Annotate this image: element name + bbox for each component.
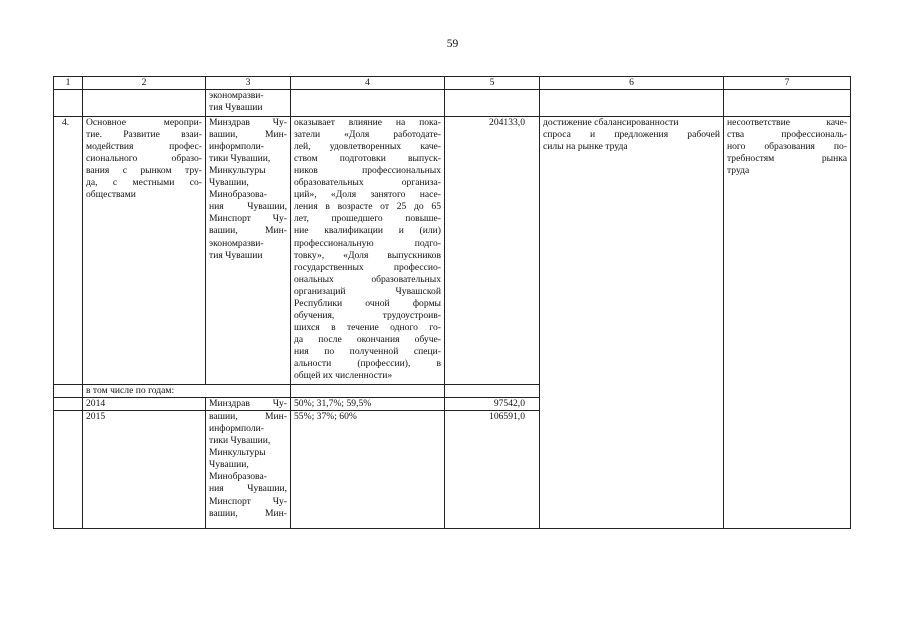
col-number-7: 7	[724, 77, 851, 90]
executors-2014: Минздрав Чу-	[206, 398, 291, 411]
col-number-3: 3	[206, 77, 291, 90]
col-number-4: 4	[291, 77, 445, 90]
table-row-measure-4	[54, 117, 851, 385]
expected-result: достижение сбалансированности спроса и предложения рабочей силы на рынке труда	[540, 117, 724, 529]
funding-2015: 106591,0	[445, 411, 540, 529]
continuation-row	[54, 90, 851, 117]
year-2014: 2014	[83, 398, 206, 411]
executors-2015: вашии, Мин- информполи- тики Чувашии, Минкультуры Чувашии, Минобразова- ния Чувашии, Минспорт Чу- вашии, Мин-	[206, 411, 291, 529]
continuation-executors: экономразви- тия Чувашии	[206, 90, 291, 117]
funding-2014: 97542,0	[445, 398, 540, 411]
indicators-2015: 55%; 37%; 60%	[291, 411, 445, 529]
measure-funding-total: 204133,0	[445, 117, 540, 385]
col-number-5: 5	[445, 77, 540, 90]
measure-indicators: оказывает влияние на пока- затели «Доля работодате- лей, удовлетворенных каче- ством подготовки выпуск- ников профессиональных образовательных организа- ций», «Доля занятого насе- ления в возрасте от 25 до 65 лет, прошедшего повыше- ние квалификации и (или) профессиональную подго- товку», «Доля выпускников государственных профессио- ональных образовательных организаций Чувашской Республики очной формы обучения, трудоустроив- шихся в течение одного го- да после окончания обуче- ния по полученной специ- альности (профессии), в общей их численности»	[291, 117, 445, 385]
col-number-1: 1	[54, 77, 83, 90]
measure-name: Основное меропри- тие. Развитие взаи- модействия профес- сионального образо- вания с рынком тру- да, с местными со- обществами	[83, 117, 206, 385]
by-years-label: в том числе по годам:	[83, 385, 291, 398]
year-2015: 2015	[83, 411, 206, 529]
page-number: 59	[446, 38, 459, 50]
col-number-6: 6	[540, 77, 724, 90]
program-table	[53, 76, 851, 529]
indicators-2014: 50%; 31,7%; 59,5%	[291, 398, 445, 411]
risk-consequence: несоответствие каче- ства профессиональ- ного образования по- требностям рынка труда	[724, 117, 851, 529]
column-number-row	[54, 77, 851, 90]
measure-executors: Минздрав Чу- вашии, Мин- информполи- тики Чувашии, Минкультуры Чувашии, Минобразова- ния Чувашии, Минспорт Чу- вашии, Мин- экономразви- тия Чувашии	[206, 117, 291, 385]
row-number: 4.	[54, 117, 83, 385]
col-number-2: 2	[83, 77, 206, 90]
